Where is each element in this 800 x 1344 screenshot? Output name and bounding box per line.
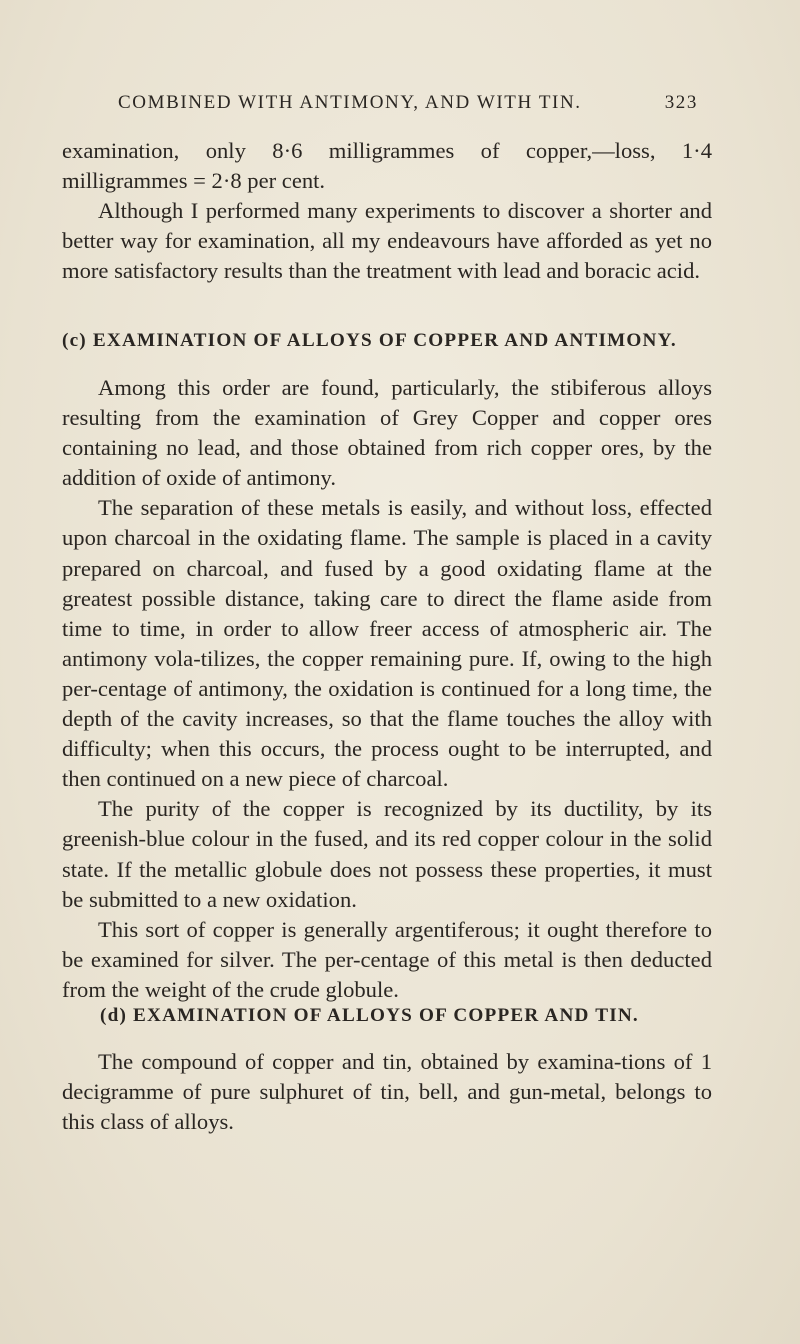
paragraph-stibiferous-alloys: Among this order are found, particularly, the stibiferous alloys resulting from the examination of Grey Copper and copper ores containing no lead, and those obtained from rich copper ores, by the addition of oxide of antimony. [62,375,712,491]
running-title: COMBINED WITH ANTIMONY, AND WITH TIN. [118,92,582,113]
paragraph-loss-result: examination, only 8·6 milligrammes of copper,—loss, 1·4 milligrammes = 2·8 per cent. [62,138,712,194]
section-heading-copper-tin: (d) EXAMINATION OF ALLOYS OF COPPER AND TIN. [100,1005,639,1026]
running-head [118,92,698,122]
opening-text-block [62,136,712,286]
paragraph-purity: The purity of the copper is recognized by its ductility, by its greenish-blue colour in the fused, and its red copper colour in the solid state. If the metallic globule does not possess these properties, it must be submitted to a new oxidation. [62,796,712,912]
page-number: 323 [664,92,698,113]
section-copper-antimony-body [62,373,712,1005]
paragraph-experiments: Although I performed many experiments to discover a shorter and better way for examination, all my endeavours have afforded as yet no more satisfactory results than the treatment with lead and boracic acid. [62,198,712,284]
paragraph-copper-tin-compound: The compound of copper and tin, obtained by examina-tions of 1 decigramme of pure sulphuret of tin, bell, and gun-metal, belongs to this class of alloys. [62,1049,712,1135]
section-heading-copper-antimony: (c) EXAMINATION OF ALLOYS OF COPPER AND ANTIMONY. [62,330,677,351]
paragraph-argentiferous: This sort of copper is generally argentiferous; it ought therefore to be examined for silver. The per-centage of this metal is then deducted from the weight of the crude globule. [62,916,712,1002]
section-copper-tin-body [62,1047,712,1137]
paragraph-separation: The separation of these metals is easily, and without loss, effected upon charcoal in the oxidating flame. The sample is placed in a cavity prepared on charcoal, and fused by a good oxidating flame at the greatest possible distance, taking care to direct the flame aside from time to time, in order to allow freer access of atmospheric air. The antimony vola-tilizes, the copper remaining pure. If, owing to the high per-centage of antimony, the oxidation is continued for a long time, the depth of the cavity increases, so that the flame touches the alloy with difficulty; when this occurs, the process ought to be interrupted, and then continued on a new piece of charcoal. [62,495,712,792]
